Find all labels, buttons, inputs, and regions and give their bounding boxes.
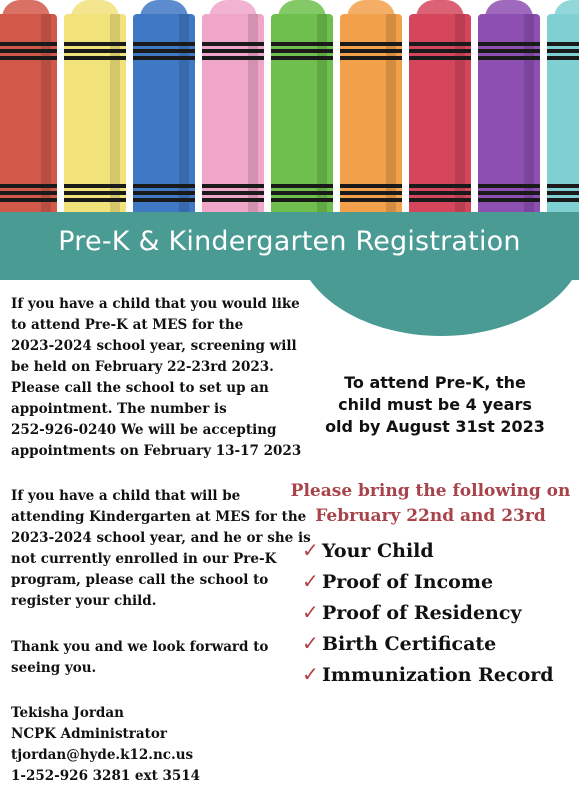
crayon <box>64 0 126 216</box>
text-line: seeing you. <box>11 660 97 676</box>
text-line: If you have a child that you would like <box>11 296 300 312</box>
text-line: attending Kindergarten at MES for the <box>11 509 307 525</box>
crayon <box>409 0 471 216</box>
checkmark-icon: ✓ <box>302 662 319 686</box>
checklist-item-label: Proof of Income <box>322 571 494 593</box>
text-line: 2023-2024 school year, screening will <box>11 338 297 354</box>
text-line: be held on February 22-23rd 2023. <box>11 359 274 375</box>
text-line: Thank you and we look forward to <box>11 639 269 655</box>
crayon <box>547 0 579 216</box>
crayon <box>202 0 264 216</box>
text-line: 2023-2024 school year, and he or she is <box>11 530 311 546</box>
kindergarten-paragraph <box>11 486 311 612</box>
checkmark-icon: ✓ <box>302 600 319 624</box>
text-line: 252-926-0240 We will be accepting <box>11 422 277 438</box>
text-line: child must be 4 years <box>338 395 532 414</box>
checklist-item-label: Proof of Residency <box>322 602 522 624</box>
text-line: If you have a child that will be <box>11 488 241 504</box>
checkmark-icon: ✓ <box>302 538 319 562</box>
crayon-illustration <box>0 0 579 220</box>
text-line: Please call the school to set up an <box>11 380 269 396</box>
text-line: February 22nd and 23rd <box>315 506 546 526</box>
crayon <box>271 0 333 216</box>
checklist-item-label: Immunization Record <box>322 664 554 686</box>
signature-name: Tekisha Jordan <box>11 705 124 721</box>
text-line: Please bring the following on <box>290 481 571 501</box>
document-checklist <box>302 535 554 690</box>
signature-phone: 1-252-926 3281 ext 3514 <box>11 768 201 784</box>
checklist-item <box>302 597 554 628</box>
checklist-item <box>302 535 554 566</box>
age-requirement <box>300 372 570 438</box>
crayon <box>0 0 57 216</box>
checklist-item <box>302 628 554 659</box>
checklist-item <box>302 659 554 690</box>
signature-block <box>11 703 311 787</box>
text-line: To attend Pre-K, the <box>344 373 526 392</box>
crayon <box>133 0 195 216</box>
checkmark-icon: ✓ <box>302 631 319 655</box>
crayon <box>478 0 540 216</box>
prek-paragraph <box>11 294 311 462</box>
signature-email: tjordan@hyde.k12.nc.us <box>11 747 194 763</box>
text-line: appointments on February 13-17 2023 <box>11 443 302 459</box>
checklist-item-label: Your Child <box>322 540 434 562</box>
checklist-item <box>302 566 554 597</box>
text-line: register your child. <box>11 593 157 609</box>
crayon <box>340 0 402 216</box>
text-line: program, please call the school to <box>11 572 269 588</box>
signature-role: NCPK Administrator <box>11 726 167 742</box>
bring-heading <box>282 479 579 529</box>
text-line: not currently enrolled in our Pre-K <box>11 551 277 567</box>
page-title: Pre-K & Kindergarten Registration <box>58 226 521 257</box>
text-line: appointment. The number is <box>11 401 227 417</box>
thanks-paragraph <box>11 637 311 679</box>
checkmark-icon: ✓ <box>302 569 319 593</box>
text-line: to attend Pre-K at MES for the <box>11 317 244 333</box>
checklist-item-label: Birth Certificate <box>322 633 497 655</box>
text-line: old by August 31st 2023 <box>325 417 545 436</box>
